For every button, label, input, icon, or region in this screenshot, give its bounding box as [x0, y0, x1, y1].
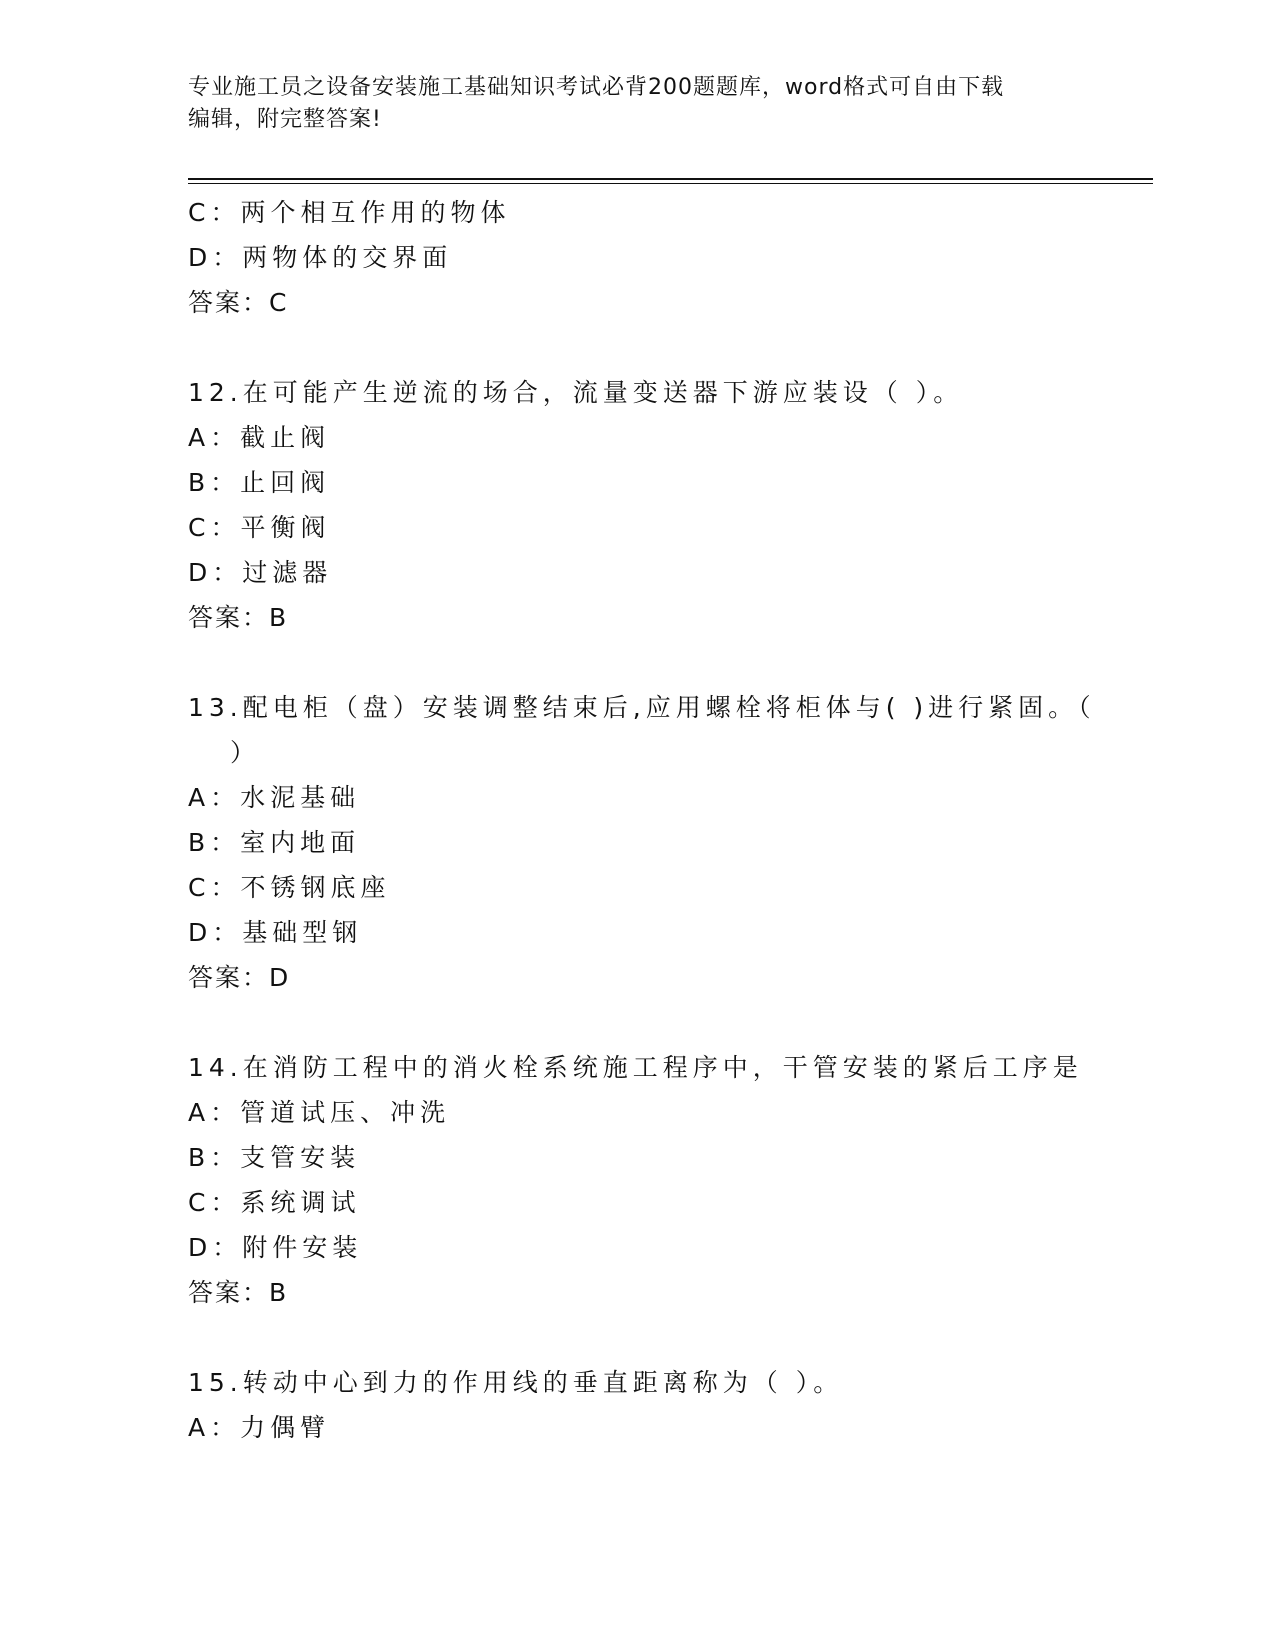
- header-line-1: 专业施工员之设备安装施工基础知识考试必背200题题库，word格式可自由下载: [188, 75, 1005, 100]
- document-header: [188, 72, 1088, 136]
- answer-line: 答案：B: [188, 1278, 289, 1307]
- answer-line: 答案：B: [188, 603, 289, 632]
- spacer: [188, 325, 1088, 370]
- header-divider-thick: [188, 178, 1153, 180]
- option-d: D：附件安装: [188, 1233, 363, 1262]
- spacer: [188, 640, 1088, 685]
- option-c: C：系统调试: [188, 1188, 361, 1217]
- option-b: B：室内地面: [188, 828, 361, 857]
- option-a: A：截止阀: [188, 423, 331, 452]
- option-c: C：不锈钢底座: [188, 873, 391, 902]
- header-divider-thin: [188, 183, 1153, 184]
- header-line-2: 编辑，附完整答案!: [188, 107, 382, 132]
- option-b: B：支管安装: [188, 1143, 361, 1172]
- question-14: 14.在消防工程中的消火栓系统施工程序中，干管安装的紧后工序是: [188, 1053, 1083, 1082]
- question-12: 12.在可能产生逆流的场合，流量变送器下游应装设（ ）。: [188, 378, 964, 407]
- option-c: C：平衡阀: [188, 513, 331, 542]
- question-13: 13.配电柜（盘）安装调整结束后,应用螺栓将柜体与( )进行紧固。（: [188, 693, 1096, 722]
- answer-line: 答案：D: [188, 963, 291, 992]
- option-a: A：水泥基础: [188, 783, 361, 812]
- answer-line: 答案：C: [188, 288, 289, 317]
- option-a: A：力偶臂: [188, 1413, 331, 1442]
- option-d: D：两物体的交界面: [188, 243, 453, 272]
- option-d: D：过滤器: [188, 558, 333, 587]
- option-a: A：管道试压、冲洗: [188, 1098, 451, 1127]
- question-list: [188, 190, 1096, 1450]
- question-15: 15.转动中心到力的作用线的垂直距离称为（ ）。: [188, 1368, 844, 1397]
- spacer: [188, 1315, 1088, 1360]
- option-d: D：基础型钢: [188, 918, 363, 947]
- question-13-continuation: ）: [230, 738, 261, 767]
- option-c: C：两个相互作用的物体: [188, 198, 511, 227]
- option-b: B：止回阀: [188, 468, 331, 497]
- spacer: [188, 1000, 1088, 1045]
